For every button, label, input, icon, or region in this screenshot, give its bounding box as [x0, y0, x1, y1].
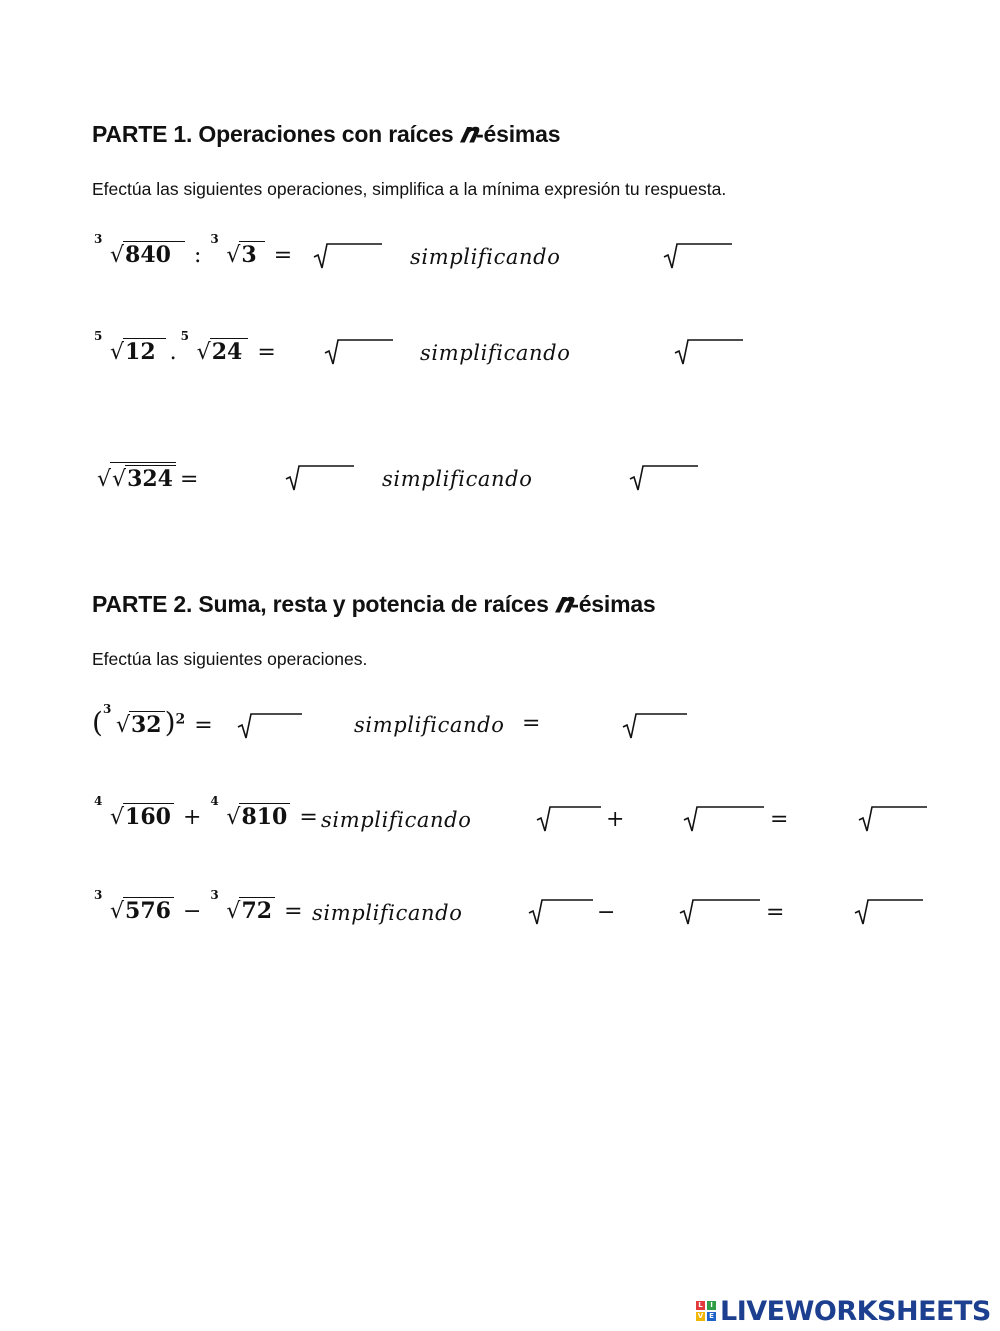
p2-ex3-simplificando: simplificando: [312, 901, 463, 925]
parte2-heading-text: PARTE 2. Suma, resta y potencia de raíces: [92, 591, 555, 617]
radical: [210, 794, 290, 830]
equals: =: [284, 899, 303, 924]
equals: =: [273, 243, 293, 268]
minus-sign: −: [597, 900, 616, 925]
equals: =: [522, 711, 541, 736]
radical-index: 3: [210, 232, 219, 246]
p1-ex2-simplificando: simplificando: [420, 341, 571, 365]
answer-blank-radical[interactable]: [682, 805, 766, 831]
answer-blank-radical[interactable]: [853, 898, 925, 924]
parte2-instructions: Efectúa las siguientes operaciones.: [92, 649, 368, 669]
radical-icon: √: [115, 713, 130, 738]
p1-ex1-expression: [94, 232, 301, 268]
parte2-heading-n: 𝒏: [554, 588, 572, 618]
radical: [210, 888, 275, 924]
radical-icon: √: [112, 467, 127, 492]
operator: :: [193, 243, 202, 268]
parte1-heading-suffix: -ésimas: [476, 121, 561, 147]
radicand: 12: [123, 338, 166, 364]
radical-icon: √: [110, 805, 125, 830]
equals: =: [180, 467, 199, 492]
radical-icon: √: [97, 467, 112, 492]
radicand: 160: [123, 803, 174, 829]
radical-index: 4: [210, 794, 219, 808]
logo-squares-icon: [696, 1301, 716, 1321]
p2-ex3-expression: [94, 888, 312, 924]
answer-blank-radical[interactable]: [673, 338, 745, 364]
operator: −: [182, 899, 202, 924]
logo-text: LIVEWORKSHEETS: [720, 1295, 991, 1327]
answer-blank-radical[interactable]: [535, 805, 603, 831]
answer-blank-radical[interactable]: [662, 242, 734, 268]
radicand: 324: [125, 465, 176, 491]
answer-blank-radical[interactable]: [527, 898, 595, 924]
radical-icon: √: [110, 243, 125, 268]
radical: [94, 794, 174, 830]
outer-radical: [97, 462, 176, 492]
answer-blank-radical[interactable]: [678, 898, 762, 924]
equals: =: [299, 805, 318, 830]
answer-blank-radical[interactable]: [857, 805, 929, 831]
radicand: 810: [239, 803, 290, 829]
answer-blank-radical[interactable]: [621, 712, 689, 738]
answer-blank-radical[interactable]: [284, 464, 356, 490]
radical: [94, 888, 174, 924]
parte1-heading: [92, 118, 560, 150]
radical: [94, 329, 166, 365]
parte1-heading-text: PARTE 1. Operaciones con raíces: [92, 121, 460, 147]
equals: =: [257, 340, 276, 365]
radical-index: 4: [94, 794, 103, 808]
parte2-heading-suffix: -ésimas: [571, 591, 656, 617]
logo-letter: V: [697, 1312, 704, 1320]
p1-ex2-expression: [94, 329, 285, 365]
plus-sign: +: [606, 807, 625, 832]
radical-index: 5: [180, 329, 190, 343]
radical: [210, 232, 264, 268]
radicand: 576: [123, 897, 174, 923]
radical-index: 5: [94, 329, 103, 343]
paren-close: ): [164, 706, 176, 739]
inner-radical: [112, 465, 176, 491]
radical-icon: √: [110, 899, 125, 924]
p1-ex1-simplificando: simplificando: [410, 245, 561, 269]
logo-letter: E: [707, 1312, 716, 1321]
p1-ex3-expression: [97, 462, 207, 492]
exponent: 2: [175, 711, 186, 728]
outer-radical-body: [110, 462, 176, 491]
logo-letter: L: [696, 1301, 705, 1310]
parte2-heading: [92, 588, 656, 620]
radical-icon: √: [196, 340, 211, 365]
radicand: 3: [239, 241, 264, 267]
radical-index: 3: [94, 232, 103, 246]
answer-blank-radical[interactable]: [628, 464, 700, 490]
radical-index: 3: [102, 702, 112, 716]
radicand: 840: [123, 241, 185, 267]
radicand: 72: [239, 897, 275, 923]
radical-icon: √: [226, 805, 241, 830]
radical-index: 3: [94, 888, 103, 902]
logo-letter: I: [707, 1301, 716, 1310]
paren-open: (: [92, 706, 103, 739]
equals: =: [194, 713, 213, 738]
operator: .: [169, 340, 177, 365]
radicand: 24: [210, 338, 249, 364]
operator: +: [182, 805, 202, 830]
radical-index: 3: [210, 888, 219, 902]
radical: [102, 702, 165, 738]
radical: [94, 232, 185, 268]
answer-blank-radical[interactable]: [236, 712, 304, 738]
p2-ex2-simplificando: simplificando: [321, 808, 472, 832]
answer-blank-radical[interactable]: [312, 242, 384, 268]
radical-icon: √: [226, 899, 241, 924]
radicand: 32: [129, 711, 165, 737]
radical-icon: √: [110, 340, 125, 365]
p2-ex1-expression: [92, 702, 222, 739]
equals: =: [766, 900, 785, 925]
radical-icon: √: [226, 243, 241, 268]
parte1-heading-n: 𝒏: [459, 118, 477, 148]
p2-ex1-simplificando: simplificando: [354, 713, 505, 737]
radical: [180, 329, 249, 365]
p1-ex3-simplificando: simplificando: [382, 467, 533, 491]
liveworksheets-logo: [696, 1296, 991, 1326]
equals: =: [770, 807, 789, 832]
answer-blank-radical[interactable]: [323, 338, 395, 364]
parte1-instructions: Efectúa las siguientes operaciones, simplifica a la mínima expresión tu respuesta.: [92, 179, 727, 199]
p2-ex2-expression: [94, 794, 327, 830]
